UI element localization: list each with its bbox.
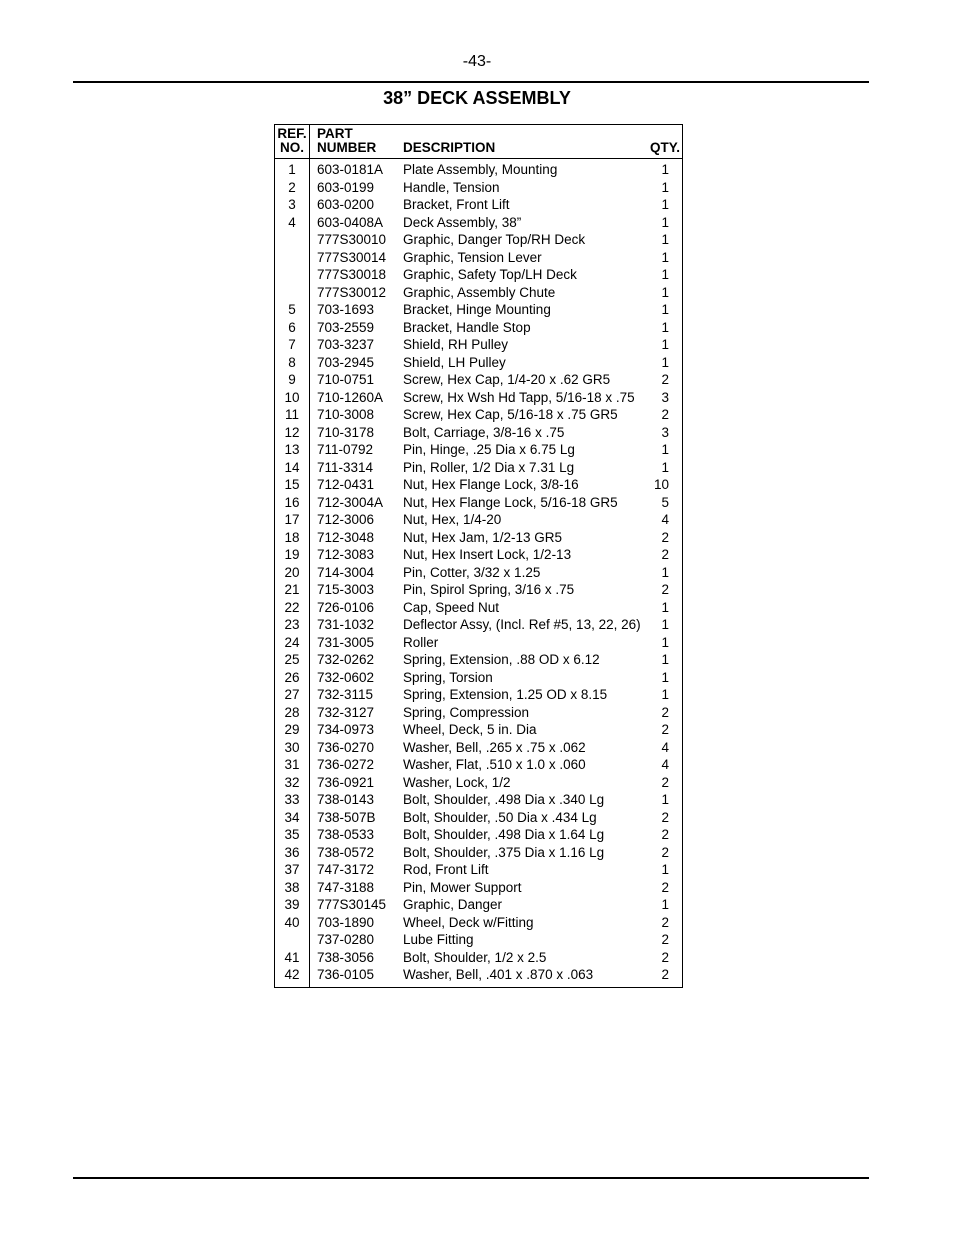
qty-cell: 2 [661,372,669,387]
ref-no-cell: 23 [284,617,300,632]
ref-no-cell: 16 [284,494,300,510]
qty-cell: 1 [661,249,669,265]
description-cell: Plate Assembly, Mounting [403,162,558,177]
part-number-cell: 777S30018 [317,267,387,282]
qty-cell: 1 [661,354,669,370]
table-row [275,739,682,757]
description-cell: Shield, LH Pulley [403,354,506,370]
description-cell: Screw, Hex Cap, 5/16-18 x .75 GR5 [403,407,618,422]
description-cell: Spring, Torsion [403,669,493,685]
header-description: DESCRIPTION [403,140,496,155]
ref-no-cell: 25 [284,652,300,667]
part-number-cell: 732-0262 [317,652,375,667]
part-number-cell: 736-0921 [317,774,375,790]
ref-no-cell: 27 [284,687,300,702]
table-row [275,196,682,214]
part-number-cell: 738-0533 [317,827,375,842]
description-cell: Graphic, Danger [403,897,503,912]
part-number-cell: 731-3005 [317,634,375,650]
description-cell: Pin, Spirol Spring, 3/16 x .75 [403,582,575,597]
qty-cell: 2 [661,914,669,930]
qty-cell: 2 [661,949,669,965]
part-number-cell: 710-0751 [317,372,375,387]
description-cell: Bracket, Front Lift [403,197,510,212]
part-number-cell: 737-0280 [317,932,375,947]
table-row [275,371,682,389]
part-number-cell: 703-3237 [317,337,375,352]
table-row [275,476,682,494]
table-row [275,756,682,774]
table-row [275,529,682,547]
ref-no-cell: 28 [284,704,300,720]
description-cell: Graphic, Tension Lever [403,249,542,265]
description-cell: Screw, Hex Cap, 1/4-20 x .62 GR5 [403,372,611,387]
part-number-cell: 738-507B [317,809,376,825]
description-cell: Bolt, Shoulder, 1/2 x 2.5 [403,949,547,965]
part-number-cell: 726-0106 [317,599,375,615]
description-cell: Wheel, Deck, 5 in. Dia [403,722,537,737]
table-row [275,931,682,949]
part-number-cell: 603-0181A [317,162,384,177]
part-number-cell: 777S30010 [317,232,387,247]
qty-cell: 1 [661,669,669,685]
description-cell: Shield, RH Pulley [403,337,509,352]
table-row [275,669,682,687]
part-number-cell: 715-3003 [317,582,375,597]
part-number-cell: 731-1032 [317,617,375,632]
ref-no-cell: 26 [284,669,300,685]
table-row [275,231,682,249]
table-row [275,844,682,862]
table-row [275,249,682,267]
qty-cell: 1 [661,302,669,317]
ref-no-cell: 42 [284,967,300,982]
ref-no-cell: 5 [288,302,296,317]
part-number-cell: 732-3127 [317,704,375,720]
table-row [275,494,682,512]
part-number-cell: 777S30014 [317,249,387,265]
description-cell: Screw, Hx Wsh Hd Tapp, 5/16-18 x .75 [403,389,635,405]
table-row [275,861,682,879]
table-row [275,319,682,337]
header-ref-line2: NO. [279,140,304,155]
ref-no-cell: 4 [288,214,296,230]
part-number-cell: 710-3008 [317,407,375,422]
description-cell: Pin, Mower Support [403,879,522,895]
qty-cell: 1 [661,862,669,877]
table-row [275,914,682,932]
ref-no-cell: 39 [284,897,300,912]
ref-no-cell: 13 [284,442,300,457]
part-number-cell: 712-3004A [317,494,384,510]
description-cell: Washer, Bell, .401 x .870 x .063 [403,967,594,982]
qty-cell: 1 [661,319,669,335]
part-number-cell: 711-3314 [317,459,374,475]
ref-no-cell: 3 [288,197,296,212]
part-number-cell: 734-0973 [317,722,375,737]
description-cell: Bolt, Shoulder, .498 Dia x 1.64 Lg [403,827,605,842]
qty-cell: 2 [661,407,669,422]
header-ref-line1: REF. [277,126,307,141]
description-cell: Bolt, Shoulder, .498 Dia x .340 Lg [403,792,605,807]
qty-cell: 1 [661,652,669,667]
ref-no-cell: 7 [288,337,296,352]
table-row [275,546,682,564]
description-cell: Bolt, Shoulder, .50 Dia x .434 Lg [403,809,597,825]
table-row [275,406,682,424]
description-cell: Rod, Front Lift [403,862,489,877]
ref-no-cell: 34 [284,809,300,825]
page-title: 38” DECK ASSEMBLY [383,88,571,108]
table-row [275,721,682,739]
qty-cell: 1 [661,442,669,457]
part-number-cell: 738-0572 [317,844,375,860]
part-number-cell: 732-0602 [317,669,375,685]
description-cell: Lube Fitting [403,932,474,947]
qty-cell: 2 [661,809,669,825]
table-row [275,896,682,914]
table-row [275,581,682,599]
part-number-cell: 714-3004 [317,564,375,580]
part-number-cell: 603-0408A [317,214,384,230]
table-row [275,599,682,617]
qty-cell: 1 [661,897,669,912]
ref-no-cell: 20 [284,564,300,580]
part-number-cell: 712-3006 [317,512,375,527]
top-rule [73,81,869,83]
qty-cell: 2 [661,844,669,860]
qty-cell: 4 [661,757,669,772]
ref-no-cell: 37 [284,862,300,877]
table-row [275,214,682,232]
table-row [275,651,682,669]
ref-no-cell: 19 [284,547,300,562]
qty-cell: 2 [661,582,669,597]
qty-cell: 1 [661,792,669,807]
ref-no-cell: 12 [284,424,300,440]
description-cell: Deflector Assy, (Incl. Ref #5, 13, 22, 26) [403,617,641,632]
ref-no-cell: 6 [288,319,296,335]
table-row [275,336,682,354]
part-number-cell: 703-2945 [317,354,375,370]
description-cell: Pin, Roller, 1/2 Dia x 7.31 Lg [403,459,575,475]
qty-cell: 2 [661,704,669,720]
qty-cell: 1 [661,599,669,615]
description-cell: Bolt, Carriage, 3/8-16 x .75 [403,424,565,440]
ref-no-cell: 17 [284,512,300,527]
qty-cell: 3 [661,389,669,405]
table-row [275,301,682,319]
ref-no-cell: 11 [284,407,299,422]
part-number-cell: 710-1260A [317,389,384,405]
qty-cell: 2 [661,774,669,790]
table-row [275,966,682,984]
part-number-cell: 603-0199 [317,179,375,195]
description-cell: Washer, Lock, 1/2 [403,774,511,790]
part-number-cell: 777S30012 [317,284,387,300]
ref-no-cell: 22 [284,599,300,615]
part-number-cell: 712-3083 [317,547,375,562]
ref-no-cell: 32 [284,774,300,790]
ref-no-cell: 14 [284,459,300,475]
description-cell: Roller [403,634,439,650]
table-row [275,424,682,442]
ref-no-cell: 36 [284,844,300,860]
part-number-cell: 703-1890 [317,914,375,930]
part-number-cell: 712-0431 [317,477,375,492]
description-cell: Bolt, Shoulder, .375 Dia x 1.16 Lg [403,844,605,860]
ref-no-cell: 35 [284,827,300,842]
description-cell: Nut, Hex, 1/4-20 [403,512,502,527]
header-divider [275,158,682,159]
qty-cell: 1 [661,459,669,475]
qty-cell: 1 [661,634,669,650]
header-part-number [317,127,376,155]
description-cell: Nut, Hex Insert Lock, 1/2-13 [403,547,572,562]
part-number-cell: 738-3056 [317,949,375,965]
qty-cell: 1 [661,687,669,702]
part-number-cell: 603-0200 [317,197,375,212]
part-number-cell: 747-3188 [317,879,375,895]
description-cell: Deck Assembly, 38” [403,214,522,230]
qty-cell: 1 [661,179,669,195]
table-row [275,826,682,844]
header-ref-no [275,127,309,155]
description-cell: Bracket, Hinge Mounting [403,302,551,317]
ref-no-cell: 2 [288,179,296,195]
part-number-cell: 712-3048 [317,529,375,545]
table-row [275,511,682,529]
part-number-cell: 747-3172 [317,862,375,877]
table-row [275,441,682,459]
header-part-line1: PART [317,126,353,141]
qty-cell: 2 [661,722,669,737]
ref-no-cell: 40 [284,914,300,930]
ref-no-cell: 18 [284,529,300,545]
qty-cell: 5 [661,494,669,510]
description-cell: Spring, Extension, 1.25 OD x 8.15 [403,687,608,702]
qty-cell: 2 [661,932,669,947]
ref-no-cell: 21 [284,582,300,597]
part-number-cell: 738-0143 [317,792,375,807]
description-cell: Wheel, Deck w/Fitting [403,914,534,930]
part-number-cell: 711-0792 [317,442,374,457]
table-row [275,949,682,967]
ref-no-cell: 29 [284,722,300,737]
ref-no-cell: 8 [288,354,296,370]
table-row [275,179,682,197]
qty-cell: 2 [661,879,669,895]
ref-no-cell: 33 [284,792,300,807]
qty-cell: 1 [661,162,669,177]
description-cell: Spring, Extension, .88 OD x 6.12 [403,652,600,667]
table-row [275,879,682,897]
ref-no-cell: 1 [288,162,296,177]
part-number-cell: 703-2559 [317,319,375,335]
qty-cell: 3 [661,424,669,440]
qty-cell: 1 [661,337,669,352]
parts-table [274,124,683,988]
table-row [275,564,682,582]
qty-cell: 1 [661,564,669,580]
description-cell: Washer, Bell, .265 x .75 x .062 [403,739,586,755]
qty-cell: 1 [661,267,669,282]
description-cell: Graphic, Safety Top/LH Deck [403,267,577,282]
qty-cell: 1 [661,617,669,632]
part-number-cell: 777S30145 [317,897,387,912]
description-cell: Cap, Speed Nut [403,599,500,615]
ref-no-cell: 24 [284,634,300,650]
part-number-cell: 736-0272 [317,757,375,772]
qty-cell: 10 [653,477,669,492]
part-number-cell: 736-0270 [317,739,375,755]
table-row [275,266,682,284]
description-cell: Nut, Hex Flange Lock, 3/8-16 [403,477,579,492]
ref-no-cell: 10 [284,389,300,405]
bottom-rule [73,1177,869,1179]
table-row [275,791,682,809]
ref-no-cell: 38 [284,879,300,895]
table-row [275,774,682,792]
qty-cell: 2 [661,529,669,545]
qty-cell: 2 [661,547,669,562]
table-row [275,686,682,704]
description-cell: Handle, Tension [403,179,500,195]
description-cell: Washer, Flat, .510 x 1.0 x .060 [403,757,586,772]
description-cell: Pin, Cotter, 3/32 x 1.25 [403,564,541,580]
part-number-cell: 710-3178 [317,424,375,440]
ref-no-cell: 30 [284,739,300,755]
description-cell: Spring, Compression [403,704,530,720]
table-body [275,161,682,984]
description-cell: Nut, Hex Flange Lock, 5/16-18 GR5 [403,494,618,510]
table-row [275,616,682,634]
ref-no-cell: 31 [284,757,300,772]
part-number-cell: 703-1693 [317,302,375,317]
table-row [275,389,682,407]
table-row [275,354,682,372]
header-qty: QTY. [649,140,680,155]
ref-no-cell: 41 [284,949,300,965]
description-cell: Pin, Hinge, .25 Dia x 6.75 Lg [403,442,575,457]
table-row [275,161,682,179]
table-row [275,284,682,302]
ref-no-cell: 9 [288,372,296,387]
table-row [275,459,682,477]
table-row [275,634,682,652]
description-cell: Graphic, Danger Top/RH Deck [403,232,586,247]
page-number: -43- [462,53,492,70]
qty-cell: 2 [661,827,669,842]
table-row [275,704,682,722]
description-cell: Graphic, Assembly Chute [403,284,556,300]
ref-no-cell: 15 [284,477,300,492]
qty-cell: 4 [661,512,669,527]
qty-cell: 1 [661,214,669,230]
part-number-cell: 732-3115 [317,687,374,702]
qty-cell: 1 [661,232,669,247]
description-cell: Nut, Hex Jam, 1/2-13 GR5 [403,529,563,545]
header-part-line2: NUMBER [317,140,377,155]
qty-cell: 4 [661,739,669,755]
description-cell: Bracket, Handle Stop [403,319,531,335]
table-row [275,809,682,827]
qty-cell: 2 [661,967,669,982]
qty-cell: 1 [661,284,669,300]
part-number-cell: 736-0105 [317,967,375,982]
qty-cell: 1 [661,197,669,212]
